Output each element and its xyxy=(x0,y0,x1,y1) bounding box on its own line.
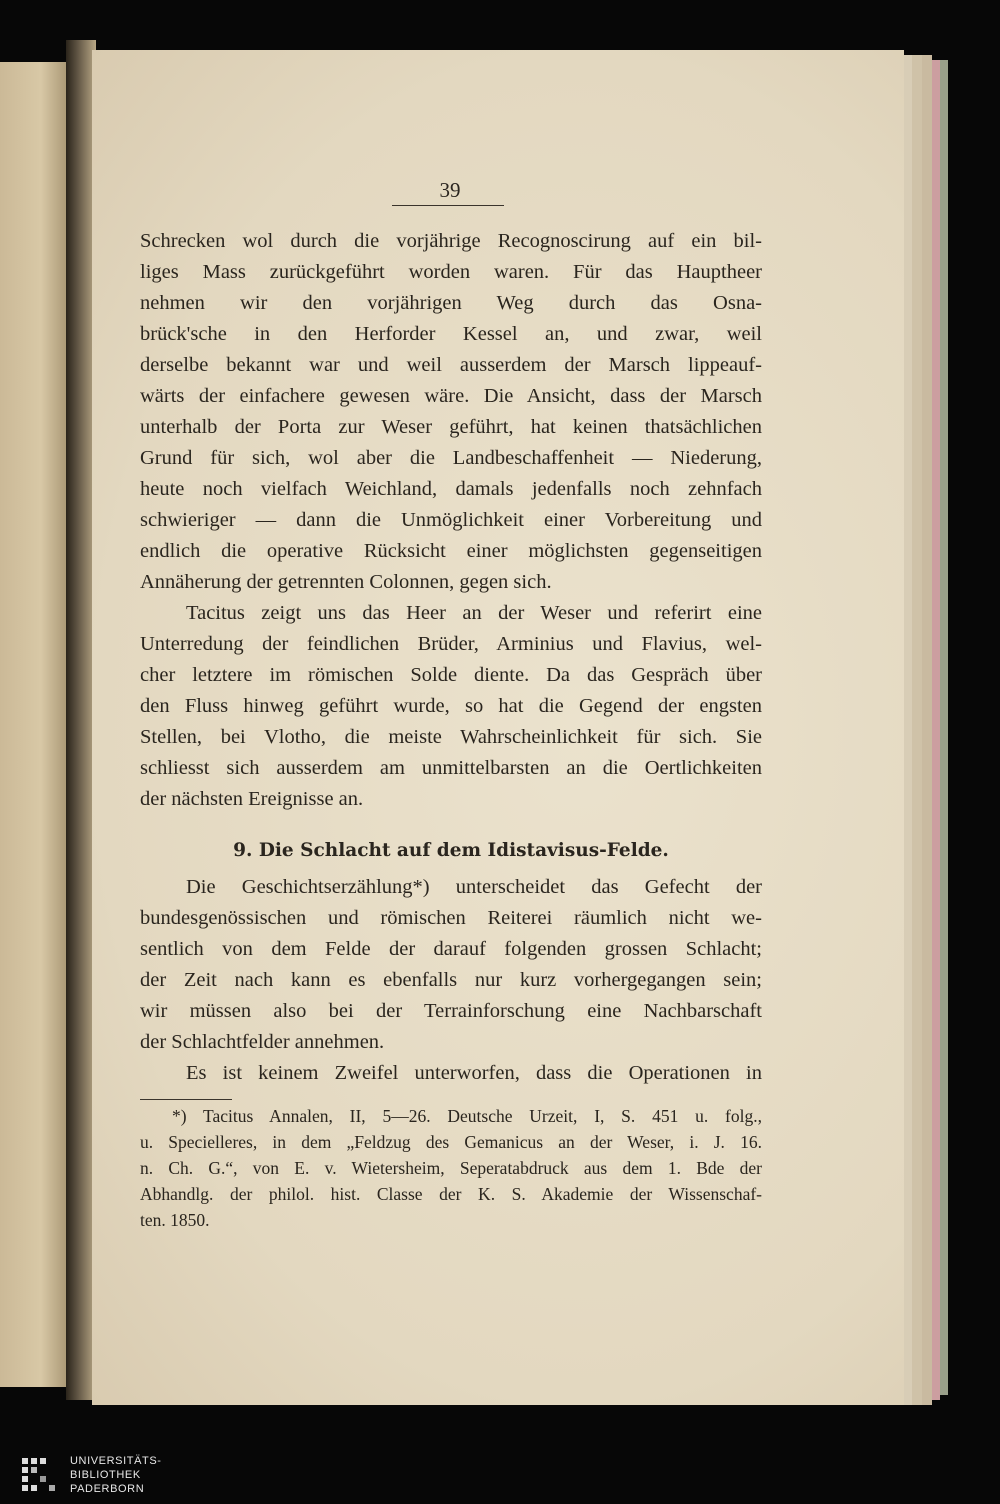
text-line: Tacitus zeigt uns das Heer an der Weser und referirt eine xyxy=(186,602,762,624)
text-line: Unterredung der feindlichen Brüder, Arminius und Flavius, wel- xyxy=(140,633,762,655)
library-logo xyxy=(20,1454,160,1500)
text-line: Die Geschichtserzählung*) unterscheidet das Gefecht der xyxy=(186,876,762,898)
footnote-line: Abhandlg. der philol. hist. Classe der K. S. Akademie der Wissenschaf- xyxy=(140,1184,762,1204)
cover-edge xyxy=(940,60,948,1395)
left-page-edge xyxy=(0,62,68,1387)
logo-line: PADERBORN xyxy=(70,1483,145,1495)
text-line: heute noch vielfach Weichland, damals jedenfalls noch zehnfach xyxy=(140,478,762,500)
section-heading: 9. Die Schlacht auf dem Idistavisus-Felde. xyxy=(233,840,669,861)
library-logo-text xyxy=(70,1454,162,1496)
logo-line: BIBLIOTHEK xyxy=(70,1469,141,1481)
footnote-line: u. Specielleres, in dem „Feldzug des Gemanicus an der Weser, i. J. 16. xyxy=(140,1132,762,1152)
text-line: Stellen, bei Vlotho, die meiste Wahrscheinlichkeit für sich. Sie xyxy=(140,726,762,748)
text-line: der Zeit nach kann es ebenfalls nur kurz vorhergegangen sein; xyxy=(140,969,762,991)
page-edge xyxy=(922,55,932,1405)
text-line: nehmen wir den vorjährigen Weg durch das Osna- xyxy=(140,292,762,314)
text-line: wärts der einfachere gewesen wäre. Die Ansicht, dass der Marsch xyxy=(140,385,762,407)
footnote-rule xyxy=(140,1099,232,1100)
text-line: der Schlachtfelder annehmen. xyxy=(140,1031,385,1053)
text-line: brück'sche in den Herforder Kessel an, und zwar, weil xyxy=(140,323,762,345)
logo-line: UNIVERSITÄTS- xyxy=(70,1455,162,1467)
text-line: den Fluss hinweg geführt wurde, so hat die Gegend der engsten xyxy=(140,695,762,717)
text-line: Schrecken wol durch die vorjährige Recognoscirung auf ein bil- xyxy=(140,230,762,252)
text-line: Grund für sich, wol aber die Landbeschaffenheit — Niederung, xyxy=(140,447,762,469)
text-line: Annäherung der getrennten Colonnen, gegen sich. xyxy=(140,571,552,593)
text-line: unterhalb der Porta zur Weser geführt, hat keinen thatsächlichen xyxy=(140,416,762,438)
text-line: Es ist keinem Zweifel unterworfen, dass die Operationen in xyxy=(186,1062,762,1084)
footnote-line: n. Ch. G.“, von E. v. Wietersheim, Seperatabdruck aus dem 1. Bde der xyxy=(140,1158,762,1178)
text-line: liges Mass zurückgeführt worden waren. Für das Hauptheer xyxy=(140,261,762,283)
text-line: wir müssen also bei der Terrainforschung eine Nachbarschaft xyxy=(140,1000,762,1022)
page-edge xyxy=(912,55,922,1405)
library-logo-icon xyxy=(20,1456,60,1498)
page-number: 39 xyxy=(439,178,461,202)
header-rule xyxy=(392,205,504,206)
text-line: cher letztere im römischen Solde diente. Da das Gespräch über xyxy=(140,664,762,686)
footnote-line: ten. 1850. xyxy=(140,1210,210,1230)
cover-edge xyxy=(932,60,940,1400)
text-line: sentlich von dem Felde der darauf folgenden grossen Schlacht; xyxy=(140,938,762,960)
text-line: derselbe bekannt war und weil ausserdem der Marsch lippeauf- xyxy=(140,354,762,376)
text-line: bundesgenössischen und römischen Reiterei räumlich nicht we- xyxy=(140,907,762,929)
text-line: schwieriger — dann die Unmöglichkeit einer Vorbereitung und xyxy=(140,509,762,531)
footnote-line: *) Tacitus Annalen, II, 5—26. Deutsche Urzeit, I, S. 451 u. folg., xyxy=(172,1106,762,1126)
text-line: der nächsten Ereignisse an. xyxy=(140,788,364,810)
text-line: endlich die operative Rücksicht einer möglichsten gegenseitigen xyxy=(140,540,762,562)
text-line: schliesst sich ausserdem am unmittelbarsten an die Oertlichkeiten xyxy=(140,757,762,779)
